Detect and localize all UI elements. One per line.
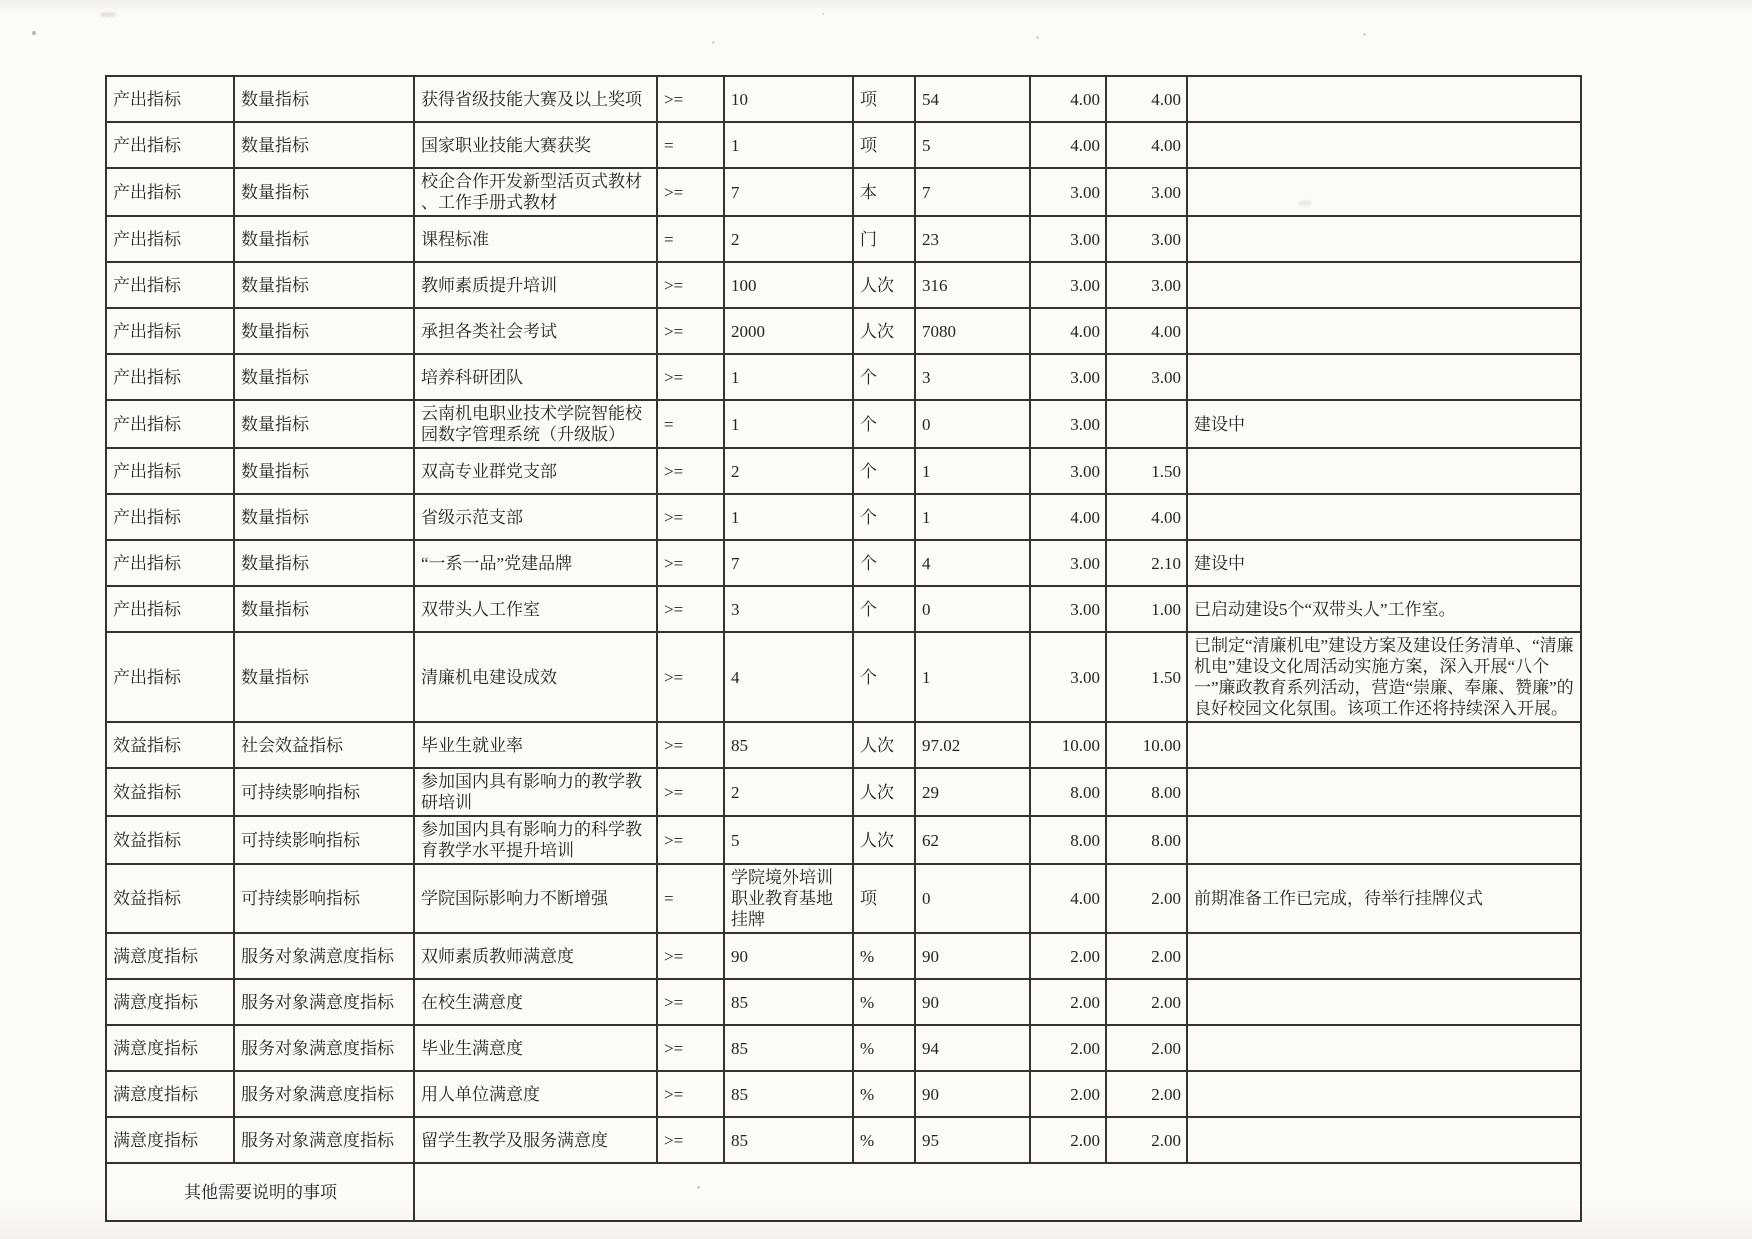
cell-note <box>1187 722 1581 768</box>
cell-score-full: 3.00 <box>1030 168 1106 216</box>
cell-op: >= <box>657 168 724 216</box>
cell-unit: % <box>853 933 915 979</box>
other-notes-value <box>414 1163 1581 1221</box>
cell-indicator: 学院国际影响力不断增强 <box>414 864 657 933</box>
table-row <box>106 400 1581 448</box>
cell-note <box>1187 979 1581 1025</box>
cell-score-full: 4.00 <box>1030 76 1106 122</box>
cell-target: 4 <box>724 632 853 722</box>
cell-actual: 7080 <box>915 308 1030 354</box>
cell-category: 产出指标 <box>106 448 234 494</box>
table-row <box>106 540 1581 586</box>
cell-op: >= <box>657 632 724 722</box>
cell-subcategory: 数量指标 <box>234 632 414 722</box>
scan-speck <box>212 1182 215 1185</box>
cell-target: 2000 <box>724 308 853 354</box>
cell-score-full: 3.00 <box>1030 400 1106 448</box>
scan-speck <box>712 41 715 44</box>
cell-note <box>1187 1071 1581 1117</box>
cell-actual: 29 <box>915 768 1030 816</box>
cell-subcategory: 数量指标 <box>234 262 414 308</box>
cell-op: >= <box>657 1025 724 1071</box>
cell-unit: 项 <box>853 76 915 122</box>
cell-target: 1 <box>724 122 853 168</box>
cell-unit: % <box>853 1117 915 1163</box>
cell-subcategory: 数量指标 <box>234 400 414 448</box>
cell-op: >= <box>657 1117 724 1163</box>
cell-target: 90 <box>724 933 853 979</box>
cell-actual: 1 <box>915 494 1030 540</box>
cell-actual: 23 <box>915 216 1030 262</box>
cell-target: 85 <box>724 1071 853 1117</box>
cell-op: >= <box>657 308 724 354</box>
cell-target: 85 <box>724 1025 853 1071</box>
cell-indicator: 用人单位满意度 <box>414 1071 657 1117</box>
cell-note <box>1187 168 1581 216</box>
cell-category: 产出指标 <box>106 540 234 586</box>
cell-unit: 个 <box>853 448 915 494</box>
cell-actual: 7 <box>915 168 1030 216</box>
cell-indicator: 双带头人工作室 <box>414 586 657 632</box>
table-row <box>106 494 1581 540</box>
cell-category: 产出指标 <box>106 262 234 308</box>
table-row <box>106 216 1581 262</box>
cell-subcategory: 数量指标 <box>234 494 414 540</box>
cell-op: >= <box>657 1071 724 1117</box>
cell-score-full: 3.00 <box>1030 632 1106 722</box>
cell-op: >= <box>657 494 724 540</box>
table-row <box>106 76 1581 122</box>
cell-unit: 本 <box>853 168 915 216</box>
cell-unit: 个 <box>853 354 915 400</box>
cell-subcategory: 数量指标 <box>234 540 414 586</box>
cell-category: 产出指标 <box>106 308 234 354</box>
cell-score-full: 3.00 <box>1030 586 1106 632</box>
cell-note <box>1187 308 1581 354</box>
cell-indicator: 参加国内具有影响力的教学教研培训 <box>414 768 657 816</box>
table-row <box>106 354 1581 400</box>
scan-smudge <box>1298 200 1312 206</box>
cell-actual: 0 <box>915 864 1030 933</box>
cell-category: 产出指标 <box>106 122 234 168</box>
cell-score-actual: 4.00 <box>1106 494 1187 540</box>
cell-actual: 90 <box>915 933 1030 979</box>
cell-score-full: 3.00 <box>1030 216 1106 262</box>
cell-score-actual: 2.00 <box>1106 979 1187 1025</box>
cell-score-actual: 1.50 <box>1106 448 1187 494</box>
cell-score-actual: 3.00 <box>1106 262 1187 308</box>
cell-unit: 个 <box>853 632 915 722</box>
cell-actual: 97.02 <box>915 722 1030 768</box>
cell-op: >= <box>657 722 724 768</box>
cell-score-actual: 4.00 <box>1106 122 1187 168</box>
cell-category: 产出指标 <box>106 168 234 216</box>
cell-score-actual: 1.50 <box>1106 632 1187 722</box>
cell-category: 产出指标 <box>106 400 234 448</box>
cell-target: 85 <box>724 722 853 768</box>
cell-note <box>1187 1117 1581 1163</box>
cell-subcategory: 数量指标 <box>234 308 414 354</box>
cell-indicator: 留学生教学及服务满意度 <box>414 1117 657 1163</box>
cell-target: 2 <box>724 768 853 816</box>
cell-subcategory: 数量指标 <box>234 76 414 122</box>
cell-op: >= <box>657 816 724 864</box>
cell-note <box>1187 933 1581 979</box>
other-notes-label: 其他需要说明的事项 <box>106 1163 414 1221</box>
cell-op: = <box>657 216 724 262</box>
table-row <box>106 864 1581 933</box>
cell-category: 满意度指标 <box>106 1025 234 1071</box>
table-row <box>106 586 1581 632</box>
cell-subcategory: 社会效益指标 <box>234 722 414 768</box>
cell-unit: % <box>853 979 915 1025</box>
cell-actual: 95 <box>915 1117 1030 1163</box>
cell-note <box>1187 216 1581 262</box>
cell-score-full: 3.00 <box>1030 540 1106 586</box>
cell-indicator: 双高专业群党支部 <box>414 448 657 494</box>
table-row <box>106 122 1581 168</box>
cell-target: 3 <box>724 586 853 632</box>
cell-score-full: 2.00 <box>1030 933 1106 979</box>
cell-score-actual: 3.00 <box>1106 354 1187 400</box>
cell-target: 1 <box>724 494 853 540</box>
cell-score-actual: 1.00 <box>1106 586 1187 632</box>
cell-score-actual: 8.00 <box>1106 768 1187 816</box>
cell-target: 85 <box>724 1117 853 1163</box>
table-row <box>106 722 1581 768</box>
cell-target: 10 <box>724 76 853 122</box>
cell-category: 效益指标 <box>106 768 234 816</box>
scan-speck <box>32 31 36 35</box>
cell-indicator: 毕业生满意度 <box>414 1025 657 1071</box>
cell-op: >= <box>657 933 724 979</box>
cell-actual: 1 <box>915 632 1030 722</box>
table-row <box>106 1025 1581 1071</box>
cell-indicator: 双师素质教师满意度 <box>414 933 657 979</box>
scan-speck <box>1363 33 1366 36</box>
cell-op: >= <box>657 540 724 586</box>
table-row <box>106 448 1581 494</box>
cell-category: 满意度指标 <box>106 1071 234 1117</box>
table-row <box>106 933 1581 979</box>
cell-unit: 人次 <box>853 308 915 354</box>
cell-score-actual: 8.00 <box>1106 816 1187 864</box>
cell-actual: 5 <box>915 122 1030 168</box>
cell-target: 5 <box>724 816 853 864</box>
cell-category: 效益指标 <box>106 816 234 864</box>
cell-score-full: 4.00 <box>1030 122 1106 168</box>
cell-subcategory: 数量指标 <box>234 168 414 216</box>
cell-unit: 个 <box>853 540 915 586</box>
cell-target: 2 <box>724 216 853 262</box>
cell-actual: 90 <box>915 1071 1030 1117</box>
cell-target: 1 <box>724 354 853 400</box>
cell-subcategory: 数量指标 <box>234 354 414 400</box>
cell-unit: 门 <box>853 216 915 262</box>
table-row <box>106 1117 1581 1163</box>
cell-indicator: 毕业生就业率 <box>414 722 657 768</box>
cell-actual: 316 <box>915 262 1030 308</box>
cell-actual: 4 <box>915 540 1030 586</box>
table-row <box>106 1071 1581 1117</box>
table-row <box>106 632 1581 722</box>
cell-actual: 54 <box>915 76 1030 122</box>
cell-subcategory: 数量指标 <box>234 122 414 168</box>
cell-score-full: 3.00 <box>1030 354 1106 400</box>
cell-unit: 个 <box>853 400 915 448</box>
cell-indicator: 在校生满意度 <box>414 979 657 1025</box>
cell-unit: 项 <box>853 864 915 933</box>
cell-unit: 个 <box>853 586 915 632</box>
cell-op: >= <box>657 448 724 494</box>
cell-score-full: 3.00 <box>1030 448 1106 494</box>
cell-score-actual: 4.00 <box>1106 76 1187 122</box>
cell-subcategory: 可持续影响指标 <box>234 864 414 933</box>
cell-category: 满意度指标 <box>106 933 234 979</box>
cell-note: 前期准备工作已完成，待举行挂牌仪式 <box>1187 864 1581 933</box>
cell-score-actual: 2.00 <box>1106 1071 1187 1117</box>
cell-indicator: 课程标准 <box>414 216 657 262</box>
cell-category: 满意度指标 <box>106 1117 234 1163</box>
cell-note: 建设中 <box>1187 540 1581 586</box>
cell-score-actual: 2.00 <box>1106 864 1187 933</box>
cell-subcategory: 服务对象满意度指标 <box>234 933 414 979</box>
cell-target: 1 <box>724 400 853 448</box>
cell-score-actual: 4.00 <box>1106 308 1187 354</box>
cell-actual: 0 <box>915 400 1030 448</box>
scan-speck <box>1036 36 1039 39</box>
cell-target: 学院境外培训职业教育基地挂牌 <box>724 864 853 933</box>
cell-category: 产出指标 <box>106 76 234 122</box>
cell-note: 建设中 <box>1187 400 1581 448</box>
cell-indicator: 国家职业技能大赛获奖 <box>414 122 657 168</box>
cell-indicator: 承担各类社会考试 <box>414 308 657 354</box>
table-row <box>106 979 1581 1025</box>
scan-smudge <box>100 12 116 17</box>
cell-score-full: 3.00 <box>1030 262 1106 308</box>
cell-note <box>1187 76 1581 122</box>
cell-score-actual: 3.00 <box>1106 168 1187 216</box>
cell-note <box>1187 448 1581 494</box>
cell-op: >= <box>657 262 724 308</box>
cell-op: = <box>657 122 724 168</box>
cell-op: >= <box>657 354 724 400</box>
cell-note <box>1187 262 1581 308</box>
scan-speck <box>822 13 824 15</box>
cell-subcategory: 可持续影响指标 <box>234 816 414 864</box>
cell-score-full: 10.00 <box>1030 722 1106 768</box>
table-row <box>106 308 1581 354</box>
cell-indicator: 教师素质提升培训 <box>414 262 657 308</box>
cell-unit: % <box>853 1025 915 1071</box>
table-row <box>106 816 1581 864</box>
cell-score-full: 4.00 <box>1030 494 1106 540</box>
cell-subcategory: 服务对象满意度指标 <box>234 1117 414 1163</box>
cell-score-full: 2.00 <box>1030 1071 1106 1117</box>
cell-indicator: 云南机电职业技术学院智能校园数字管理系统（升级版） <box>414 400 657 448</box>
cell-indicator: 获得省级技能大赛及以上奖项 <box>414 76 657 122</box>
cell-actual: 3 <box>915 354 1030 400</box>
cell-indicator: 省级示范支部 <box>414 494 657 540</box>
cell-category: 产出指标 <box>106 632 234 722</box>
cell-target: 85 <box>724 979 853 1025</box>
cell-op: >= <box>657 768 724 816</box>
cell-category: 产出指标 <box>106 494 234 540</box>
cell-indicator: 校企合作开发新型活页式教材 、工作手册式教材 <box>414 168 657 216</box>
cell-score-actual <box>1106 400 1187 448</box>
cell-category: 效益指标 <box>106 864 234 933</box>
cell-subcategory: 数量指标 <box>234 448 414 494</box>
cell-score-full: 8.00 <box>1030 816 1106 864</box>
cell-unit: 人次 <box>853 768 915 816</box>
cell-unit: % <box>853 1071 915 1117</box>
cell-note <box>1187 1025 1581 1071</box>
cell-actual: 0 <box>915 586 1030 632</box>
cell-score-actual: 2.10 <box>1106 540 1187 586</box>
cell-note <box>1187 816 1581 864</box>
cell-score-full: 2.00 <box>1030 1025 1106 1071</box>
cell-category: 满意度指标 <box>106 979 234 1025</box>
cell-note <box>1187 768 1581 816</box>
cell-subcategory: 数量指标 <box>234 216 414 262</box>
cell-target: 100 <box>724 262 853 308</box>
cell-actual: 94 <box>915 1025 1030 1071</box>
cell-subcategory: 服务对象满意度指标 <box>234 1025 414 1071</box>
cell-score-full: 4.00 <box>1030 864 1106 933</box>
cell-actual: 62 <box>915 816 1030 864</box>
cell-category: 产出指标 <box>106 354 234 400</box>
cell-category: 效益指标 <box>106 722 234 768</box>
cell-op: = <box>657 400 724 448</box>
cell-score-actual: 2.00 <box>1106 1117 1187 1163</box>
cell-subcategory: 服务对象满意度指标 <box>234 979 414 1025</box>
cell-score-actual: 3.00 <box>1106 216 1187 262</box>
cell-note <box>1187 354 1581 400</box>
cell-actual: 1 <box>915 448 1030 494</box>
cell-score-full: 2.00 <box>1030 979 1106 1025</box>
table-row <box>106 168 1581 216</box>
cell-target: 7 <box>724 540 853 586</box>
table-row <box>106 262 1581 308</box>
indicator-table-footer <box>106 1163 1581 1221</box>
cell-op: = <box>657 864 724 933</box>
cell-target: 7 <box>724 168 853 216</box>
cell-unit: 项 <box>853 122 915 168</box>
cell-score-actual: 2.00 <box>1106 933 1187 979</box>
cell-op: >= <box>657 586 724 632</box>
cell-note <box>1187 122 1581 168</box>
cell-score-actual: 10.00 <box>1106 722 1187 768</box>
indicator-table <box>105 75 1582 1222</box>
cell-unit: 人次 <box>853 816 915 864</box>
cell-unit: 个 <box>853 494 915 540</box>
cell-op: >= <box>657 979 724 1025</box>
cell-target: 2 <box>724 448 853 494</box>
cell-subcategory: 可持续影响指标 <box>234 768 414 816</box>
cell-score-full: 8.00 <box>1030 768 1106 816</box>
cell-category: 产出指标 <box>106 586 234 632</box>
cell-score-actual: 2.00 <box>1106 1025 1187 1071</box>
cell-actual: 90 <box>915 979 1030 1025</box>
cell-score-full: 2.00 <box>1030 1117 1106 1163</box>
indicator-table-body <box>106 76 1581 1163</box>
cell-subcategory: 服务对象满意度指标 <box>234 1071 414 1117</box>
cell-op: >= <box>657 76 724 122</box>
cell-note: 已启动建设5个“双带头人”工作室。 <box>1187 586 1581 632</box>
cell-note <box>1187 494 1581 540</box>
table-row <box>106 768 1581 816</box>
cell-score-full: 4.00 <box>1030 308 1106 354</box>
cell-indicator: 培养科研团队 <box>414 354 657 400</box>
cell-note: 已制定“清廉机电”建设方案及建设任务清单、“清廉机电”建设文化周活动实施方案，深入开展“八个一”廉政教育系列活动，营造“崇廉、奉廉、赞廉”的良好校园文化氛围。该项工作还将持续深入开展。 <box>1187 632 1581 722</box>
cell-unit: 人次 <box>853 722 915 768</box>
cell-unit: 人次 <box>853 262 915 308</box>
table-row-other-notes <box>106 1163 1581 1221</box>
scan-speck <box>697 1186 700 1189</box>
cell-indicator: “一系一品”党建品牌 <box>414 540 657 586</box>
cell-indicator: 清廉机电建设成效 <box>414 632 657 722</box>
cell-category: 产出指标 <box>106 216 234 262</box>
cell-subcategory: 数量指标 <box>234 586 414 632</box>
cell-indicator: 参加国内具有影响力的科学教育教学水平提升培训 <box>414 816 657 864</box>
